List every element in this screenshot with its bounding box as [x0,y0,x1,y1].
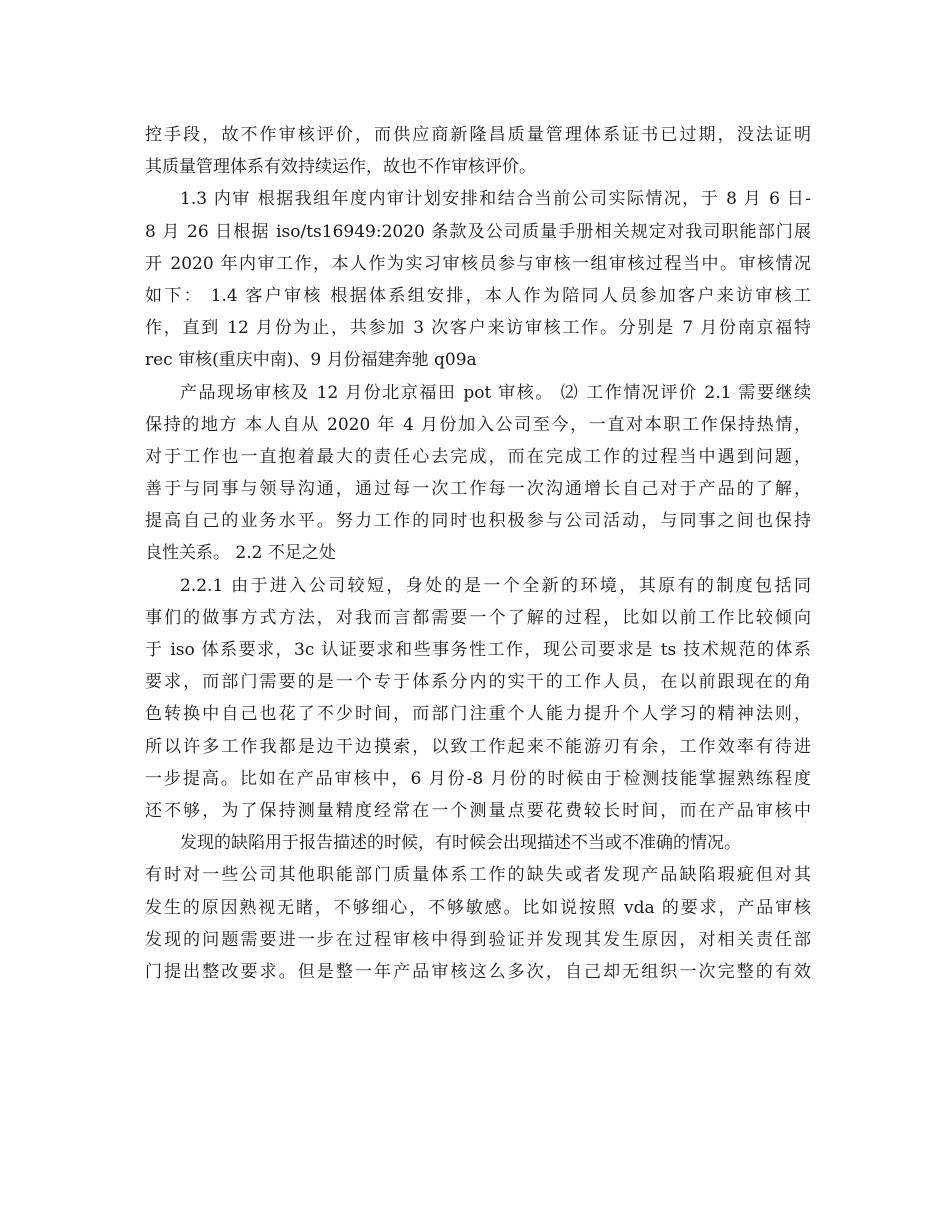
text-line: 门提出整改要求。但是整一年产品审核这么多次，自己却无组织一次完整的有效 [145,961,811,982]
text-line: 如下： 1.4 客户审核 根据体系组安排，本人作为陪同人员参加客户来访审核工 [145,285,811,306]
paragraph [145,827,811,988]
text-line: 良性关系。 2.2 不足之处 [145,543,336,564]
text-line: 对于工作也一直抱着最大的责任心去完成，而在完成工作的过程当中遇到问题， [145,446,811,467]
text-line: 于 iso 体系要求，3c 认证要求和些事务性工作，现公司要求是 ts 技术规范的体系 [145,640,811,660]
text-line: 一步提高。比如在产品审核中，6 月份-8 月份的时候由于检测技能掌握熟练程度 [145,768,811,789]
text-line: 保持的地方 本人自从 2020 年 4 月份加入公司至今，一直对本职工作保持热情， [145,414,811,435]
text-line: 要求，而部门需要的是一个专于体系分内的实干的工作人员，在以前跟现在的角 [145,672,811,693]
text-line: 作，直到 12 月份为止，共参加 3 次客户来访审核工作。分别是 7 月份南京福特 [145,318,811,339]
paragraph [145,570,811,828]
paragraph [145,183,811,376]
text-line: 开 2020 年内审工作，本人作为实习审核员参与审核一组审核过程当中。审核情况 [145,253,811,274]
text-line: rec 审核(重庆中南)、9 月份福建奔驰 q09a [145,350,477,371]
document-body [145,119,811,988]
paragraph [145,377,811,570]
text-line: 发生的原因熟视无睹，不够细心，不够敏感。比如说按照 vda 的要求，产品审核 [145,897,811,918]
paragraph [145,119,811,183]
text-line: 产品现场审核及 12 月份北京福田 pot 审核。 ⑵ 工作情况评价 2.1 需要继续 [180,382,811,403]
text-line: 有时对一些公司其他职能部门质量体系工作的缺失或者发现产品缺陷瑕疵但对其 [145,865,811,886]
text-line: 所以许多工作我都是边干边摸索，以致工作起来不能游刃有余，工作效率有待进 [145,736,811,757]
text-line: 其质量管理体系有效持续运作，故也不作审核评价。 [145,157,536,178]
text-line: 2.2.1 由于进入公司较短，身处的是一个全新的环境，其原有的制度包括同 [180,575,811,596]
text-line: 还不够，为了保持测量精度经常在一个测量点要花费较长时间，而在产品审核中 [145,800,811,821]
text-line: 色转换中自己也花了不少时间，而部门注重个人能力提升个人学习的精神法则， [145,704,811,725]
text-line: 提高自己的业务水平。努力工作的同时也积极参与公司活动，与同事之间也保持 [145,511,811,532]
text-line: 1.3 内审 根据我组年度内审计划安排和结合当前公司实际情况，于 8 月 6 日- [180,189,811,210]
text-line: 控手段，故不作审核评价，而供应商新隆昌质量管理体系证书已过期，没法证明 [145,125,811,145]
text-line: 发现的问题需要进一步在过程审核中得到验证并发现其发生原因，对相关责任部 [145,929,811,950]
text-line: 发现的缺陷用于报告描述的时候，有时候会出现描述不当或不准确的情况。 [180,833,741,854]
text-line: 善于与同事与领导沟通，通过每一次工作每一次沟通增长自己对于产品的了解， [145,479,811,500]
text-line: 事们的做事方式方法，对我而言都需要一个了解的过程，比如以前工作比较倾向 [145,607,811,628]
text-line: 8 月 26 日根据 iso/ts16949:2020 条款及公司质量手册相关规定对我司职能部门展 [145,221,811,242]
